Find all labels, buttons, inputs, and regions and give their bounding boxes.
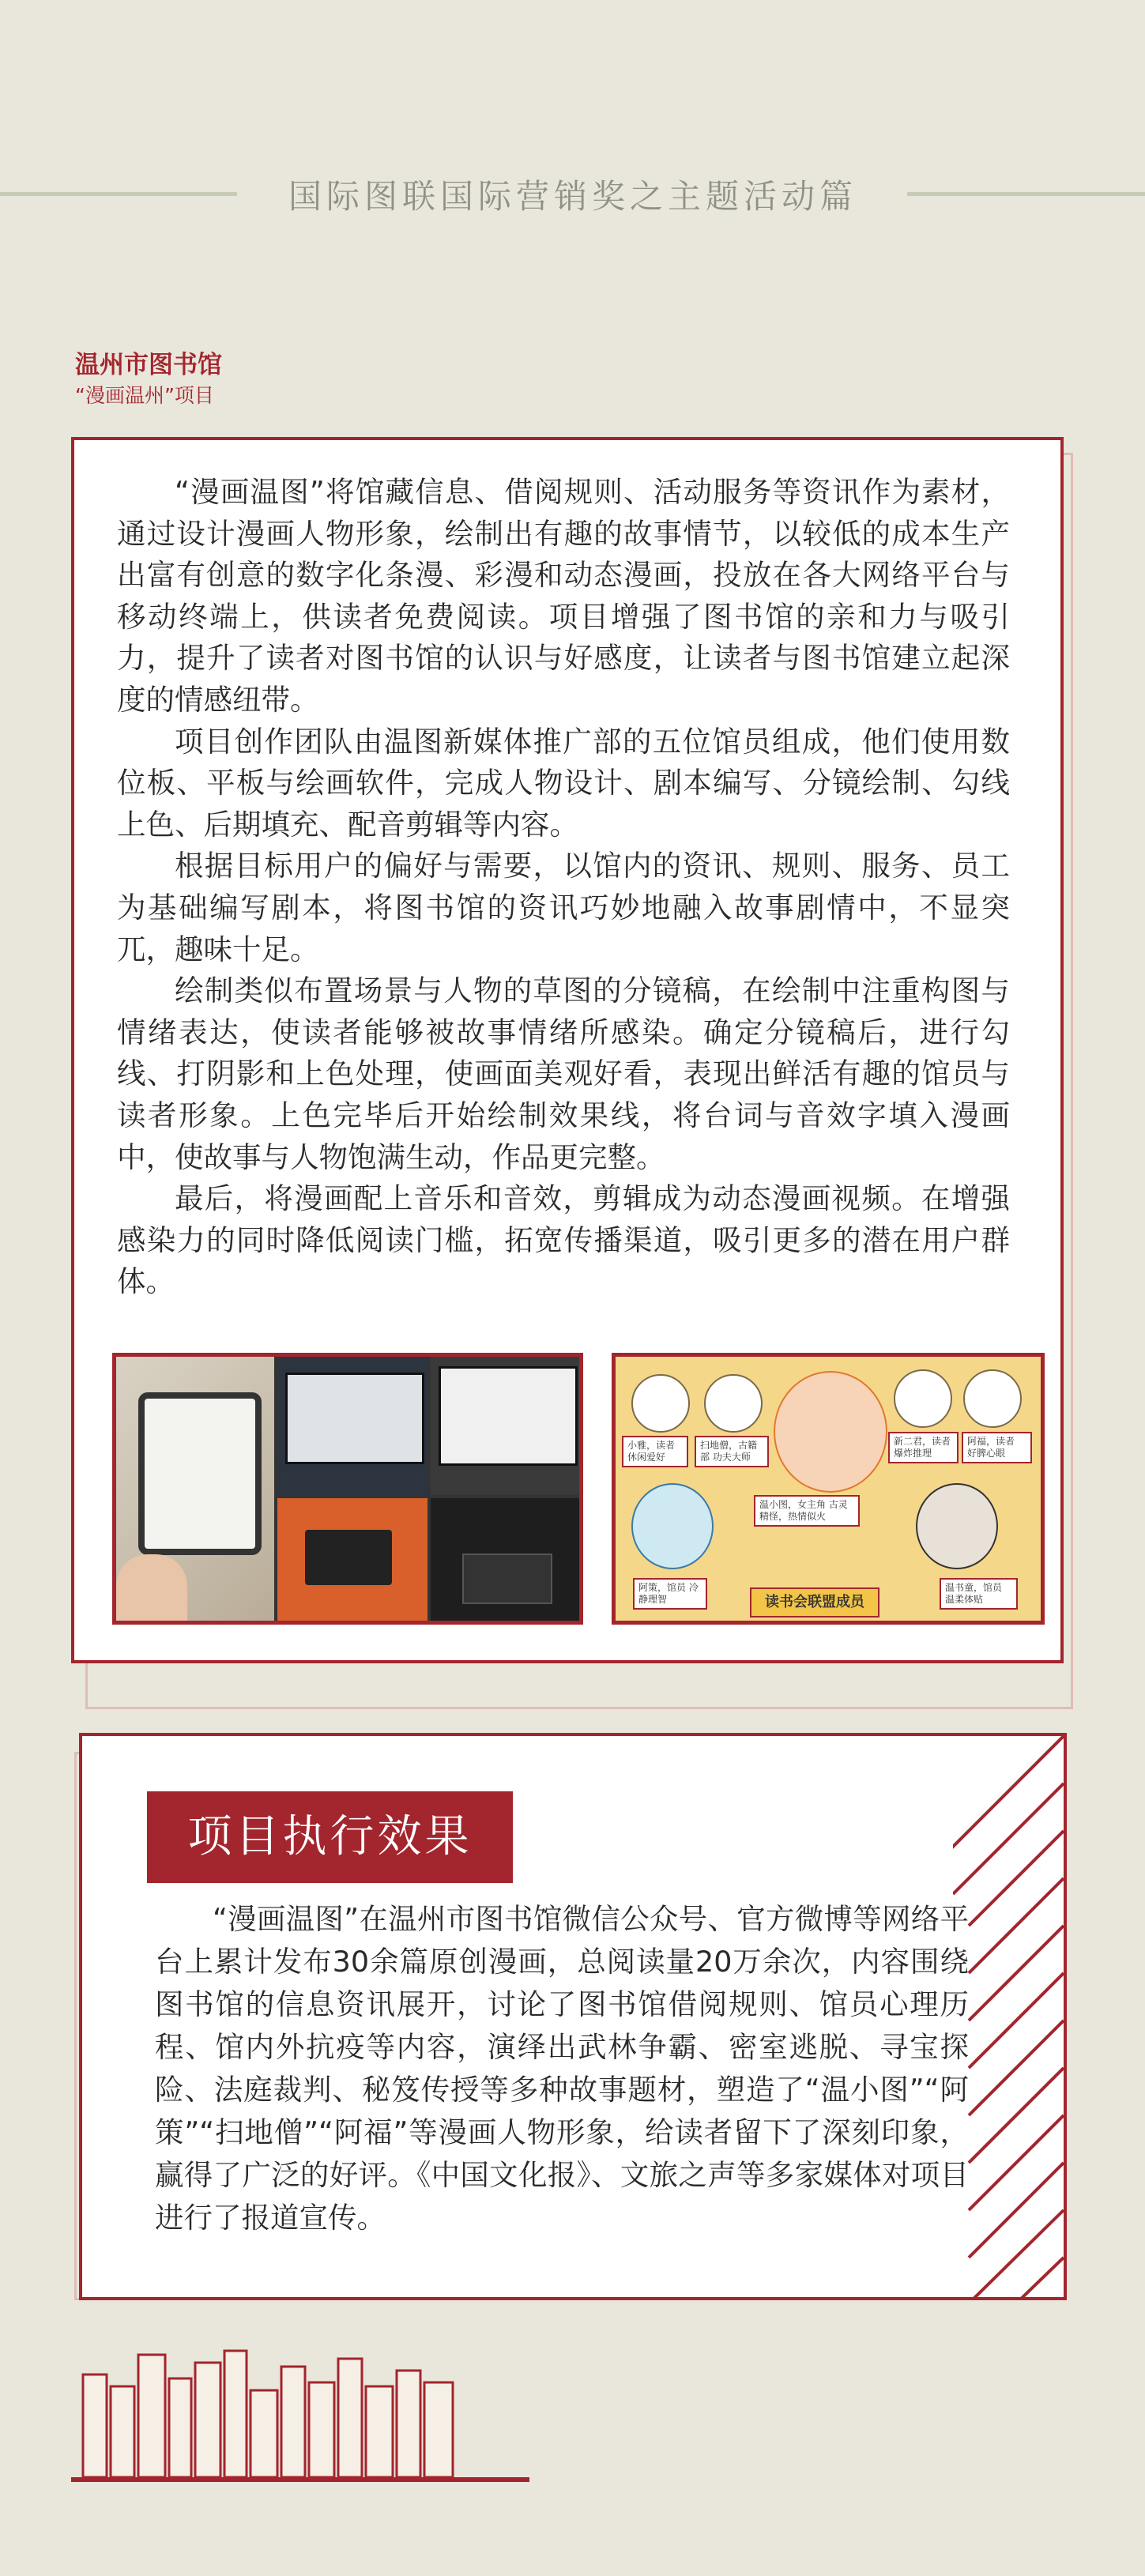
- results-text: [155, 1898, 969, 2239]
- caption-xiaoya: 小雅，读者 休闲爱好: [622, 1436, 688, 1467]
- banner-divider-left: [0, 192, 237, 196]
- project-name: “漫画温州”项目: [75, 384, 214, 407]
- intro-paragraph: 最后，将漫画配上音乐和音效，剪辑成为动态漫画视频。在增强感染力的同时降低阅读门槛，拓宽传播渠道，吸引更多的潜在用户群体。: [117, 1181, 1010, 1299]
- library-name: 温州市图书馆: [75, 351, 222, 379]
- monitor-sketch-photo: [431, 1357, 581, 1495]
- bookshelf-illustration: [71, 2347, 529, 2489]
- results-paragraph: “漫画温图”在温州市图书馆微信公众号、官方微博等网络平台上累计发布30余篇原创漫画，总阅读量20万余次，内容围绕图书馆的信息资讯展开，讨论了图书馆借阅规则、馆员心理历程、馆内外抗疫等内容，演绎出武林争霸、密室逃脱、寻宝探险、法庭裁判、秘笈传授等多种故事题材，塑造了“温小图”“阿策”“扫地僧”“阿福”等漫画人物形象，给读者留下了深刻印象，赢得了广泛的好评。《中国文化报》、文旅之声等多家媒体对项目进行了报道宣传。: [155, 1902, 969, 2235]
- group-label: 读书会联盟成员: [750, 1587, 879, 1618]
- results-card: [79, 1733, 1067, 2300]
- pen-tablet-photo: [431, 1498, 581, 1621]
- intro-paragraph: “漫画温图”将馆藏信息、借阅规则、活动服务等资讯作为素材，通过设计漫画人物形象，绘制出有趣的故事情节，以较低的成本生产出富有创意的数字化条漫、彩漫和动态漫画，投放在各大网络平台与移动终端上，供读者免费阅读。项目增强了图书馆的亲和力与吸引力，提升了读者对图书馆的认识与好感度，让读者与图书馆建立起深度的情感纽带。: [117, 475, 1010, 717]
- decorative-stripes: [953, 1736, 1064, 2300]
- caption-wenxiaotu: 温小图，女主角 古灵精怪，热情似火: [754, 1495, 860, 1527]
- character-wenxiaotu: [774, 1371, 887, 1493]
- intro-card: [71, 437, 1064, 1663]
- intro-paragraph: 绘制类似布置场景与人物的草图的分镜稿，在绘制中注重构图与情绪表达，使读者能够被故事情绪所感染。确定分镜稿后，进行勾线、打阴影和上色处理，使画面美观好看，表现出鲜活有趣的馆员与读者形象。上色完毕后开始绘制效果线，将台词与音效字填入漫画中，使故事与人物饱满生动，作品更完整。: [117, 974, 1010, 1174]
- caption-saodiseng: 扫地僧，古籍部 功夫大师: [695, 1436, 769, 1467]
- caption-ace: 阿策，馆员 冷静理智: [633, 1578, 707, 1610]
- banner-title: 国际图联国际营销奖之主题活动篇: [288, 177, 857, 216]
- comic-characters-poster: [612, 1353, 1045, 1625]
- tablet-drawing-photo: [116, 1357, 274, 1621]
- intro-paragraph: 项目创作团队由温图新媒体推广部的五位馆员组成，他们使用数位板、平板与绘画软件，完成人物设计、剧本编写、分镜绘制、勾线上色、后期填充、配音剪辑等内容。: [117, 724, 1010, 842]
- monitor-drawing-photo: [277, 1357, 427, 1495]
- banner-divider-right: [907, 192, 1145, 196]
- results-title: 项目执行效果: [147, 1791, 513, 1883]
- intro-paragraph: 根据目标用户的偏好与需要，以馆内的资讯、规则、服务、员工为基础编写剧本，将图书馆的资讯巧妙地融入故事剧情中，不显突兀，趣味十足。: [117, 849, 1010, 966]
- intro-text: [117, 472, 1010, 1303]
- character-afu: [963, 1369, 1022, 1428]
- drawing-process-photo-collage: [112, 1353, 583, 1625]
- character-xiaoya: [631, 1374, 690, 1433]
- desk-workspace-photo: [277, 1498, 427, 1621]
- caption-wenshutong: 温书童，馆员 温柔体贴: [940, 1578, 1018, 1610]
- character-ace: [631, 1483, 714, 1569]
- character-saodiseng: [704, 1374, 763, 1433]
- character-wenshutong: [916, 1483, 998, 1569]
- caption-xinerjun: 新二君，读者 爆炸推理: [888, 1432, 959, 1463]
- character-xinerjun: [894, 1369, 952, 1428]
- caption-afu: 阿福，读者 好脾心眼: [962, 1432, 1032, 1463]
